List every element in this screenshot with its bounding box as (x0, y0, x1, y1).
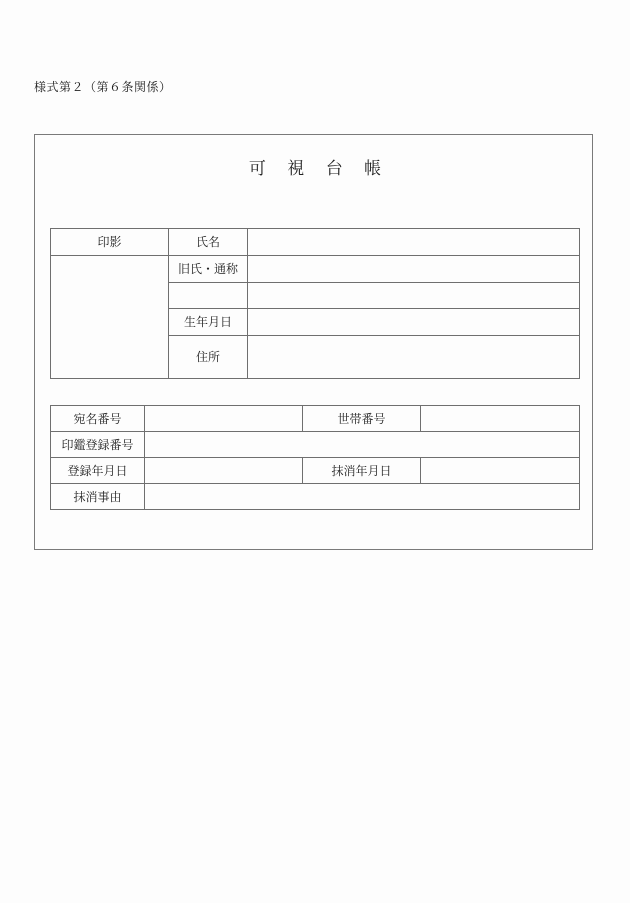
table-row (51, 484, 580, 510)
registration-date-field[interactable] (145, 458, 303, 484)
table-row (51, 256, 580, 283)
person-info-table (50, 228, 580, 379)
name-field[interactable] (248, 229, 580, 256)
seal-impression-label: 印影 (51, 229, 169, 256)
title-char: 可 (248, 159, 266, 179)
blank-label (169, 283, 248, 309)
table-row (51, 432, 580, 458)
title-char: 台 (325, 159, 343, 179)
table-row (51, 458, 580, 484)
seal-registration-number-field[interactable] (145, 432, 580, 458)
title-char: 帳 (364, 159, 382, 179)
registration-date-label: 登録年月日 (51, 458, 145, 484)
household-number-field[interactable] (421, 406, 580, 432)
seal-impression-area[interactable] (51, 256, 169, 379)
table-row (51, 229, 580, 256)
birth-date-field[interactable] (248, 309, 580, 336)
cancellation-reason-label: 抹消事由 (51, 484, 145, 510)
registration-info-table (50, 405, 580, 510)
seal-registration-number-label: 印鑑登録番号 (51, 432, 145, 458)
former-name-alias-label: 旧氏・通称 (169, 256, 248, 283)
document-title (0, 158, 630, 180)
cancellation-reason-field[interactable] (145, 484, 580, 510)
title-char: 視 (287, 159, 305, 179)
address-number-label: 宛名番号 (51, 406, 145, 432)
household-number-label: 世帯番号 (303, 406, 421, 432)
address-label: 住所 (169, 336, 248, 379)
former-name-alias-field[interactable] (248, 256, 580, 283)
address-number-field[interactable] (145, 406, 303, 432)
form-reference: 様式第２（第６条関係） (34, 80, 172, 94)
table-row (51, 406, 580, 432)
cancellation-date-label: 抹消年月日 (303, 458, 421, 484)
name-label: 氏名 (169, 229, 248, 256)
birth-date-label: 生年月日 (169, 309, 248, 336)
blank-field[interactable] (248, 283, 580, 309)
cancellation-date-field[interactable] (421, 458, 580, 484)
address-field[interactable] (248, 336, 580, 379)
